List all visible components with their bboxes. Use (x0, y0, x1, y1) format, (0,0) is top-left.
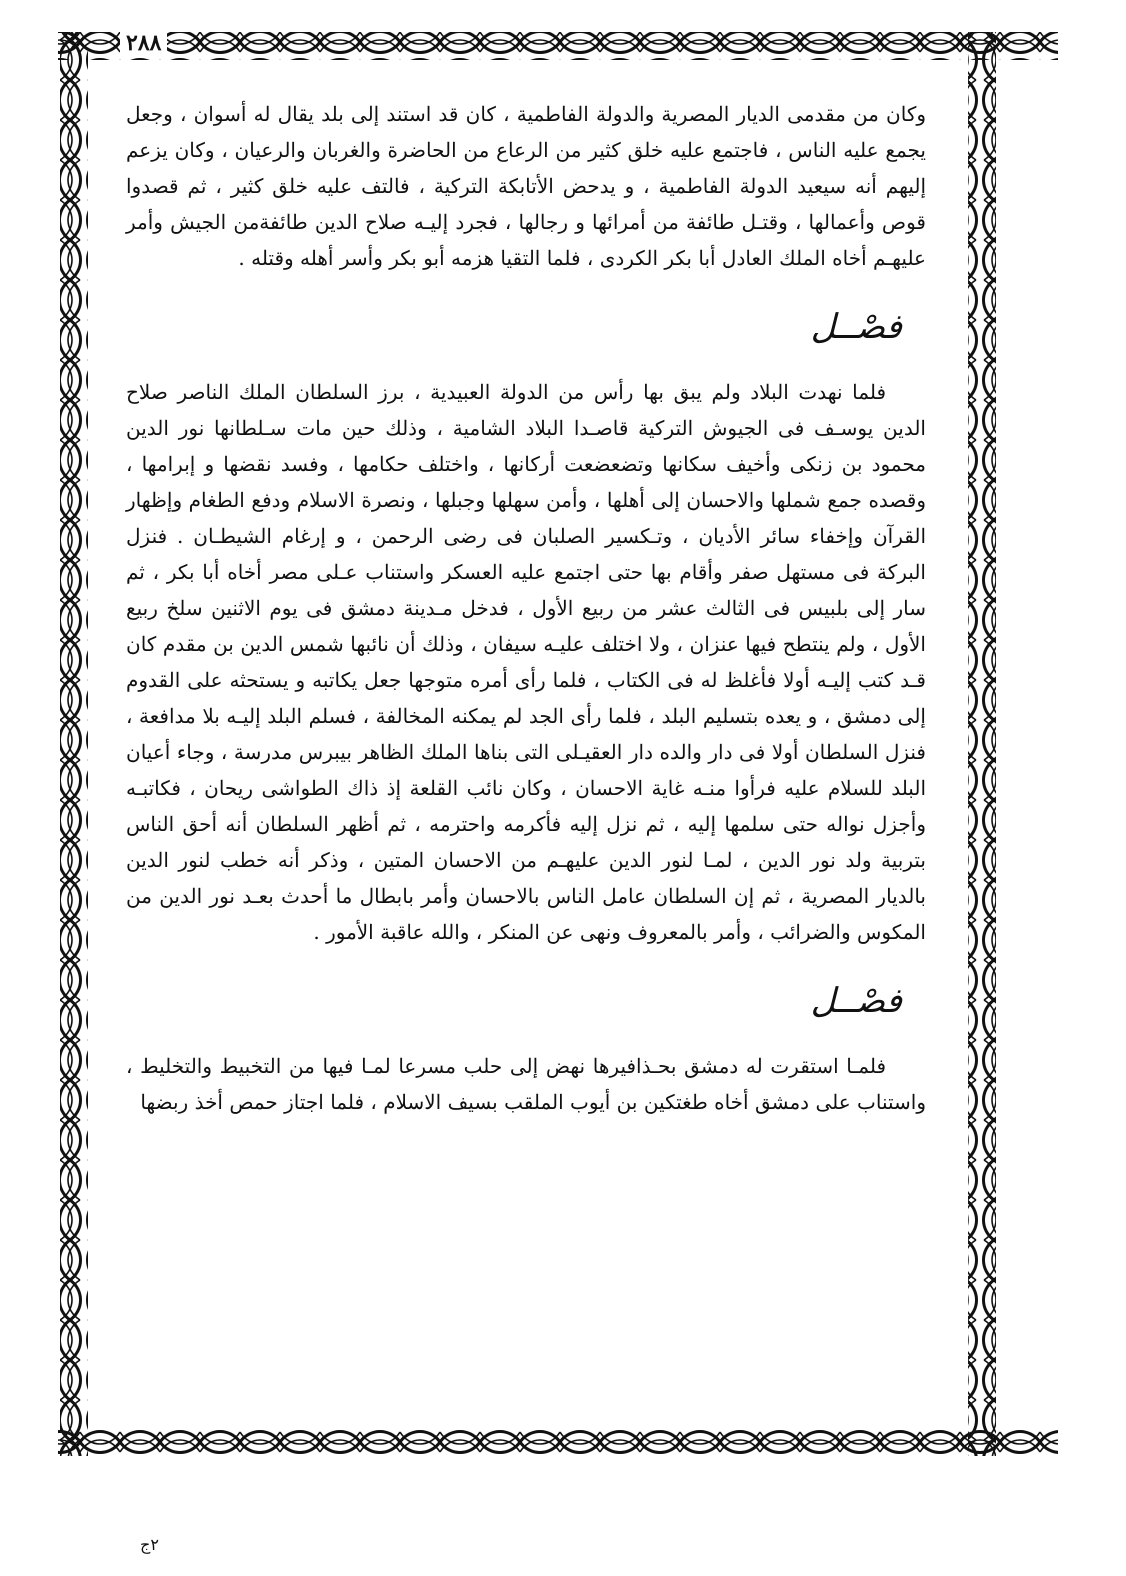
section-heading: فصْــل (810, 307, 902, 347)
paragraph: وكان من مقدمى الديار المصرية والدولة الفاطمية ، كان قد استند إلى بلد يقال له أسوان ، وجعل يجمع عليه الناس ، فاجتمع عليه خلق كثير من الرعاع من الحاضرة والغربان والرعيان ، وكان يزعم إليهم أنه سيعيد الدولة الفاطمية ، و يدحض الأتابكة التركية ، فالتف عليه خلق كثير ، ثم قصدوا قوص وأعمالها ، وقتـل طائفة من أمرائها و رجالها ، فجرد إليـه صلاح الدين طائفةمن الجيش وأمر عليهـم أخاه الملك العادل أبا بكر الكردى ، فلما التقيا هزمه أبو بكر وأسر أهله وقتله . (126, 102, 926, 270)
section-heading: فصْــل (810, 981, 902, 1021)
footer-signature-mark: ٢ج (140, 1535, 159, 1554)
page-number: ٢٨٨ (120, 30, 167, 56)
paragraph: فلما نهدت البلاد ولم يبق بها رأس من الدولة العبيدية ، برز السلطان الملك الناصر صلاح الدين يوسـف فى الجيوش التركية قاصـدا البلاد الشامية ، وذلك حين مات سـلطانها نور الدين محمود بن زنكى وأخيف سكانها وتضعضعت أركانها ، واختلف حكامها ، وفسد نقضها و إبرامها ، وقصده جمع شملها والاحسان إلى أهلها ، وأمن سهلها وجبلها ، ونصرة الاسلام ودفع الطغام وإظهار القرآن وإخفاء سائر الأديان ، وتـكسير الصلبان فى رضى الرحمن ، و إرغام الشيطـان . فنزل البركة فى مستهل صفر وأقام بها حتى اجتمع عليه العسكر واستناب عـلى مصر أخاه أبا بكر ، ثم سار إلى بلبيس فى الثالث عشر من ربيع الأول ، فدخل مـدينة دمشق فى يوم الاثنين سلخ ربيع الأول ، ولم ينتطح فيها عنزان ، ولا اختلف عليـه سيفان ، وذلك أن نائبها شمس الدين بن مقدم كان قـد كتب إليـه أولا فأغلظ له فى الكتاب ، فلما رأى أمره متوجها جعل يكاتبه و يستحثه على القدوم إلى دمشق ، و يعده بتسليم البلد ، فلما رأى الجد لم يمكنه المخالفة ، فسلم البلد إليـه بلا مدافعة ، فنزل السلطان أولا فى دار والده دار العقيـلى التى بناها الملك الظاهر بيبرس مدرسة ، وجاء أعيان البلد للسلام عليه فرأوا منـه غاية الاحسان ، وكان نائب القلعة إذ ذاك الطواشى ريحان ، فكاتبـه وأجزل نواله حتى سلمها إليه ، ثم نزل إليه فأكرمه واحترمه ، ثم أظهر السلطان أنه أحق الناس بتربية ولد نور الدين ، لمـا لنور الدين عليهـم من الاحسان المتين ، وذكر أنه خطب لنور الدين بالديار المصرية ، ثم إن السلطان عامل الناس بالاحسان وأمر بابطال ما أحدث بعـد نور الدين من المكوس والضرائب ، وأمر بالمعروف ونهى عن المنكر ، والله عاقبة الأمور . (126, 380, 926, 944)
paragraph: فلمـا استقرت له دمشق بحـذافيرها نهض إلى حلب مسرعا لمـا فيها من التخبيط والتخليط ، واستناب على دمشق أخاه طغتكين بن أيوب الملقب بسيف الاسلام ، فلما اجتاز حمص أخذ ربضها (126, 1054, 926, 1114)
page-body (126, 96, 926, 1120)
